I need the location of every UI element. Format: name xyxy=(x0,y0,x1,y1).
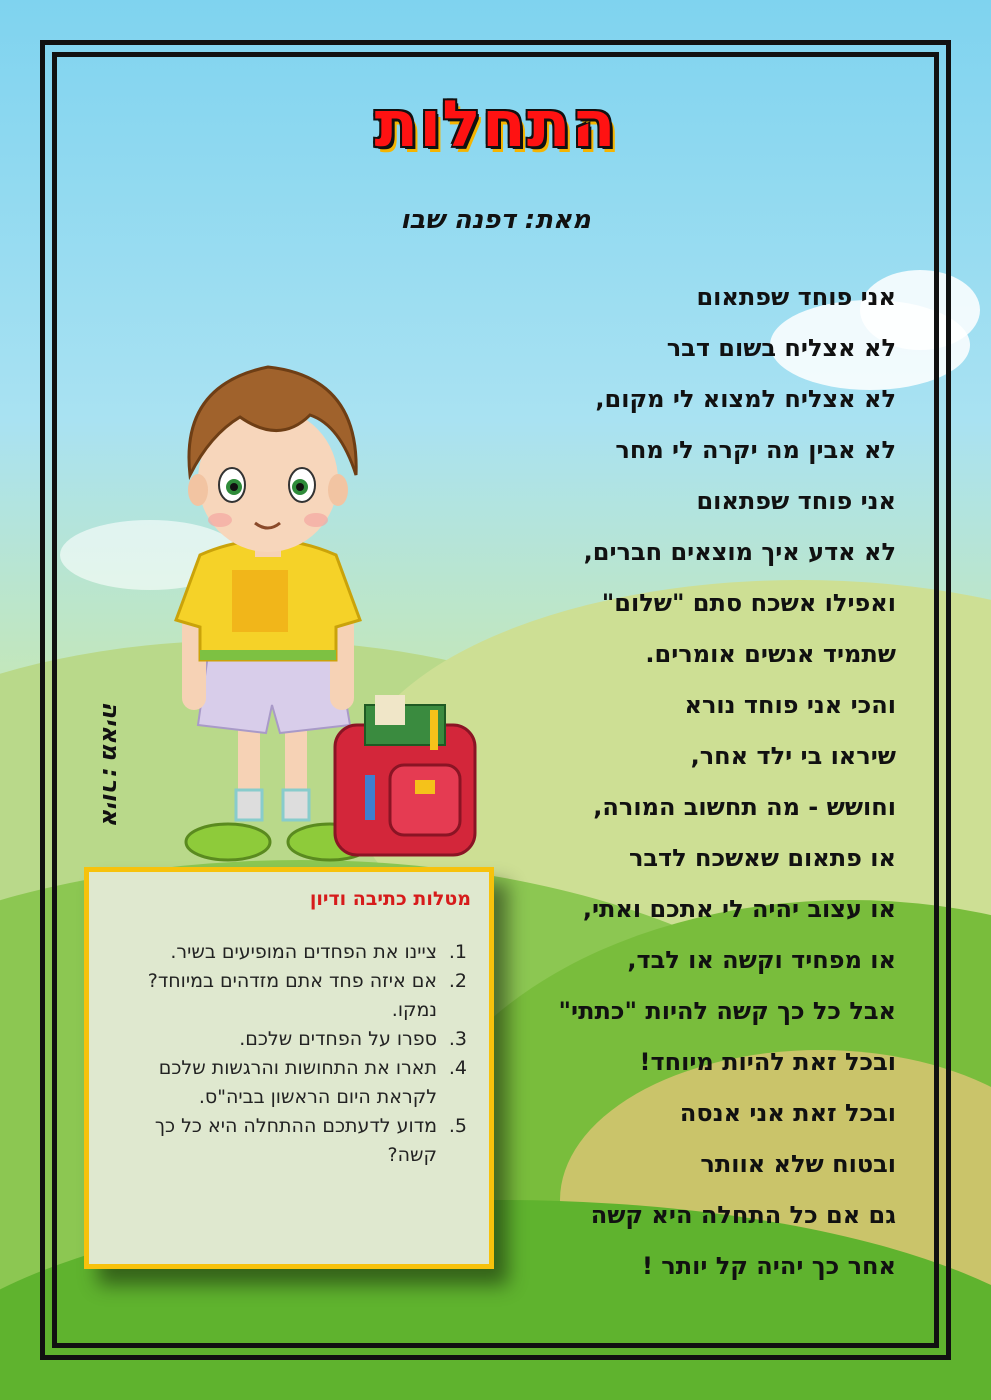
question-text: תארו את התחושות והרגשות שלכם לקראת היום הראשון בביה"ס. xyxy=(158,1057,437,1108)
question-number: 1. xyxy=(448,941,467,963)
question-item xyxy=(127,1054,467,1112)
poem-line: ובטוח שלא אוותר xyxy=(700,1150,896,1178)
poem-line: וחושש - מה תחשוב המורה, xyxy=(593,793,896,821)
question-text: ציינו את הפחדים המופיעים בשיר. xyxy=(170,941,437,963)
poem-line: גם אם כל התחלה היא קשה xyxy=(590,1201,896,1229)
poem-line: אבל כל כך קשה להיות "כתתי" xyxy=(558,997,896,1025)
poem-line: או פתאום שאשכח לדבר xyxy=(628,844,896,872)
poem-line: לא אצליח בשום דבר xyxy=(666,334,896,362)
question-number: 2. xyxy=(448,970,467,992)
activity-box xyxy=(84,867,494,1269)
poem-line: והכי אני פוחד נורא xyxy=(684,691,896,719)
author-line: מאת: דפנה שבו xyxy=(400,205,591,235)
question-item xyxy=(127,1025,467,1054)
poem-title: התחלות xyxy=(374,88,617,162)
illustrator-credit: איור: מאיה xyxy=(97,701,125,825)
poem-line: או מפחיד וקשה או לבד, xyxy=(627,946,896,974)
question-item xyxy=(127,967,467,1025)
question-item xyxy=(127,938,467,967)
poem-line: או עצוב יהיה לי אתכם ואתי, xyxy=(582,895,896,923)
poem-line: לא אבין מה יקרה לי מחר xyxy=(615,436,896,464)
poem-line: אני פוחד שפתאום xyxy=(696,283,896,311)
poem-line: אני פוחד שפתאום xyxy=(696,487,896,515)
poem-line: לא אצליח למצוא לי מקום, xyxy=(595,385,896,413)
question-number: 5. xyxy=(448,1115,467,1137)
poem-line: ובכל זאת אני אנסה xyxy=(679,1099,896,1127)
poem-line: אחר כך יהיה קל יותר ! xyxy=(641,1252,896,1280)
question-item xyxy=(127,1112,467,1170)
boy-with-backpack-illustration xyxy=(160,355,500,875)
question-list xyxy=(127,938,467,1170)
question-text: אם איזה פחד אתם מזדהים במיוחד? נמקו. xyxy=(147,970,437,1021)
question-number: 4. xyxy=(448,1057,467,1079)
poem-line: שתמיד אנשים אומרים. xyxy=(645,640,896,668)
question-text: ספרו על הפחדים שלכם. xyxy=(239,1028,437,1050)
poem-line: ובכל זאת להיות מיוחד! xyxy=(639,1048,896,1076)
activity-title: מטלות כתיבה ודיון xyxy=(309,888,471,910)
question-text: מדוע לדעתכם ההתחלה היא כל כך קשה? xyxy=(154,1115,437,1166)
poem-line: שיראו בי ילד אחר, xyxy=(690,742,896,770)
poem-line: ואפילו אשכח סתם "שלום" xyxy=(601,589,896,617)
question-number: 3. xyxy=(448,1028,467,1050)
poem-line: לא אדע איך מוצאים חברים, xyxy=(583,538,896,566)
